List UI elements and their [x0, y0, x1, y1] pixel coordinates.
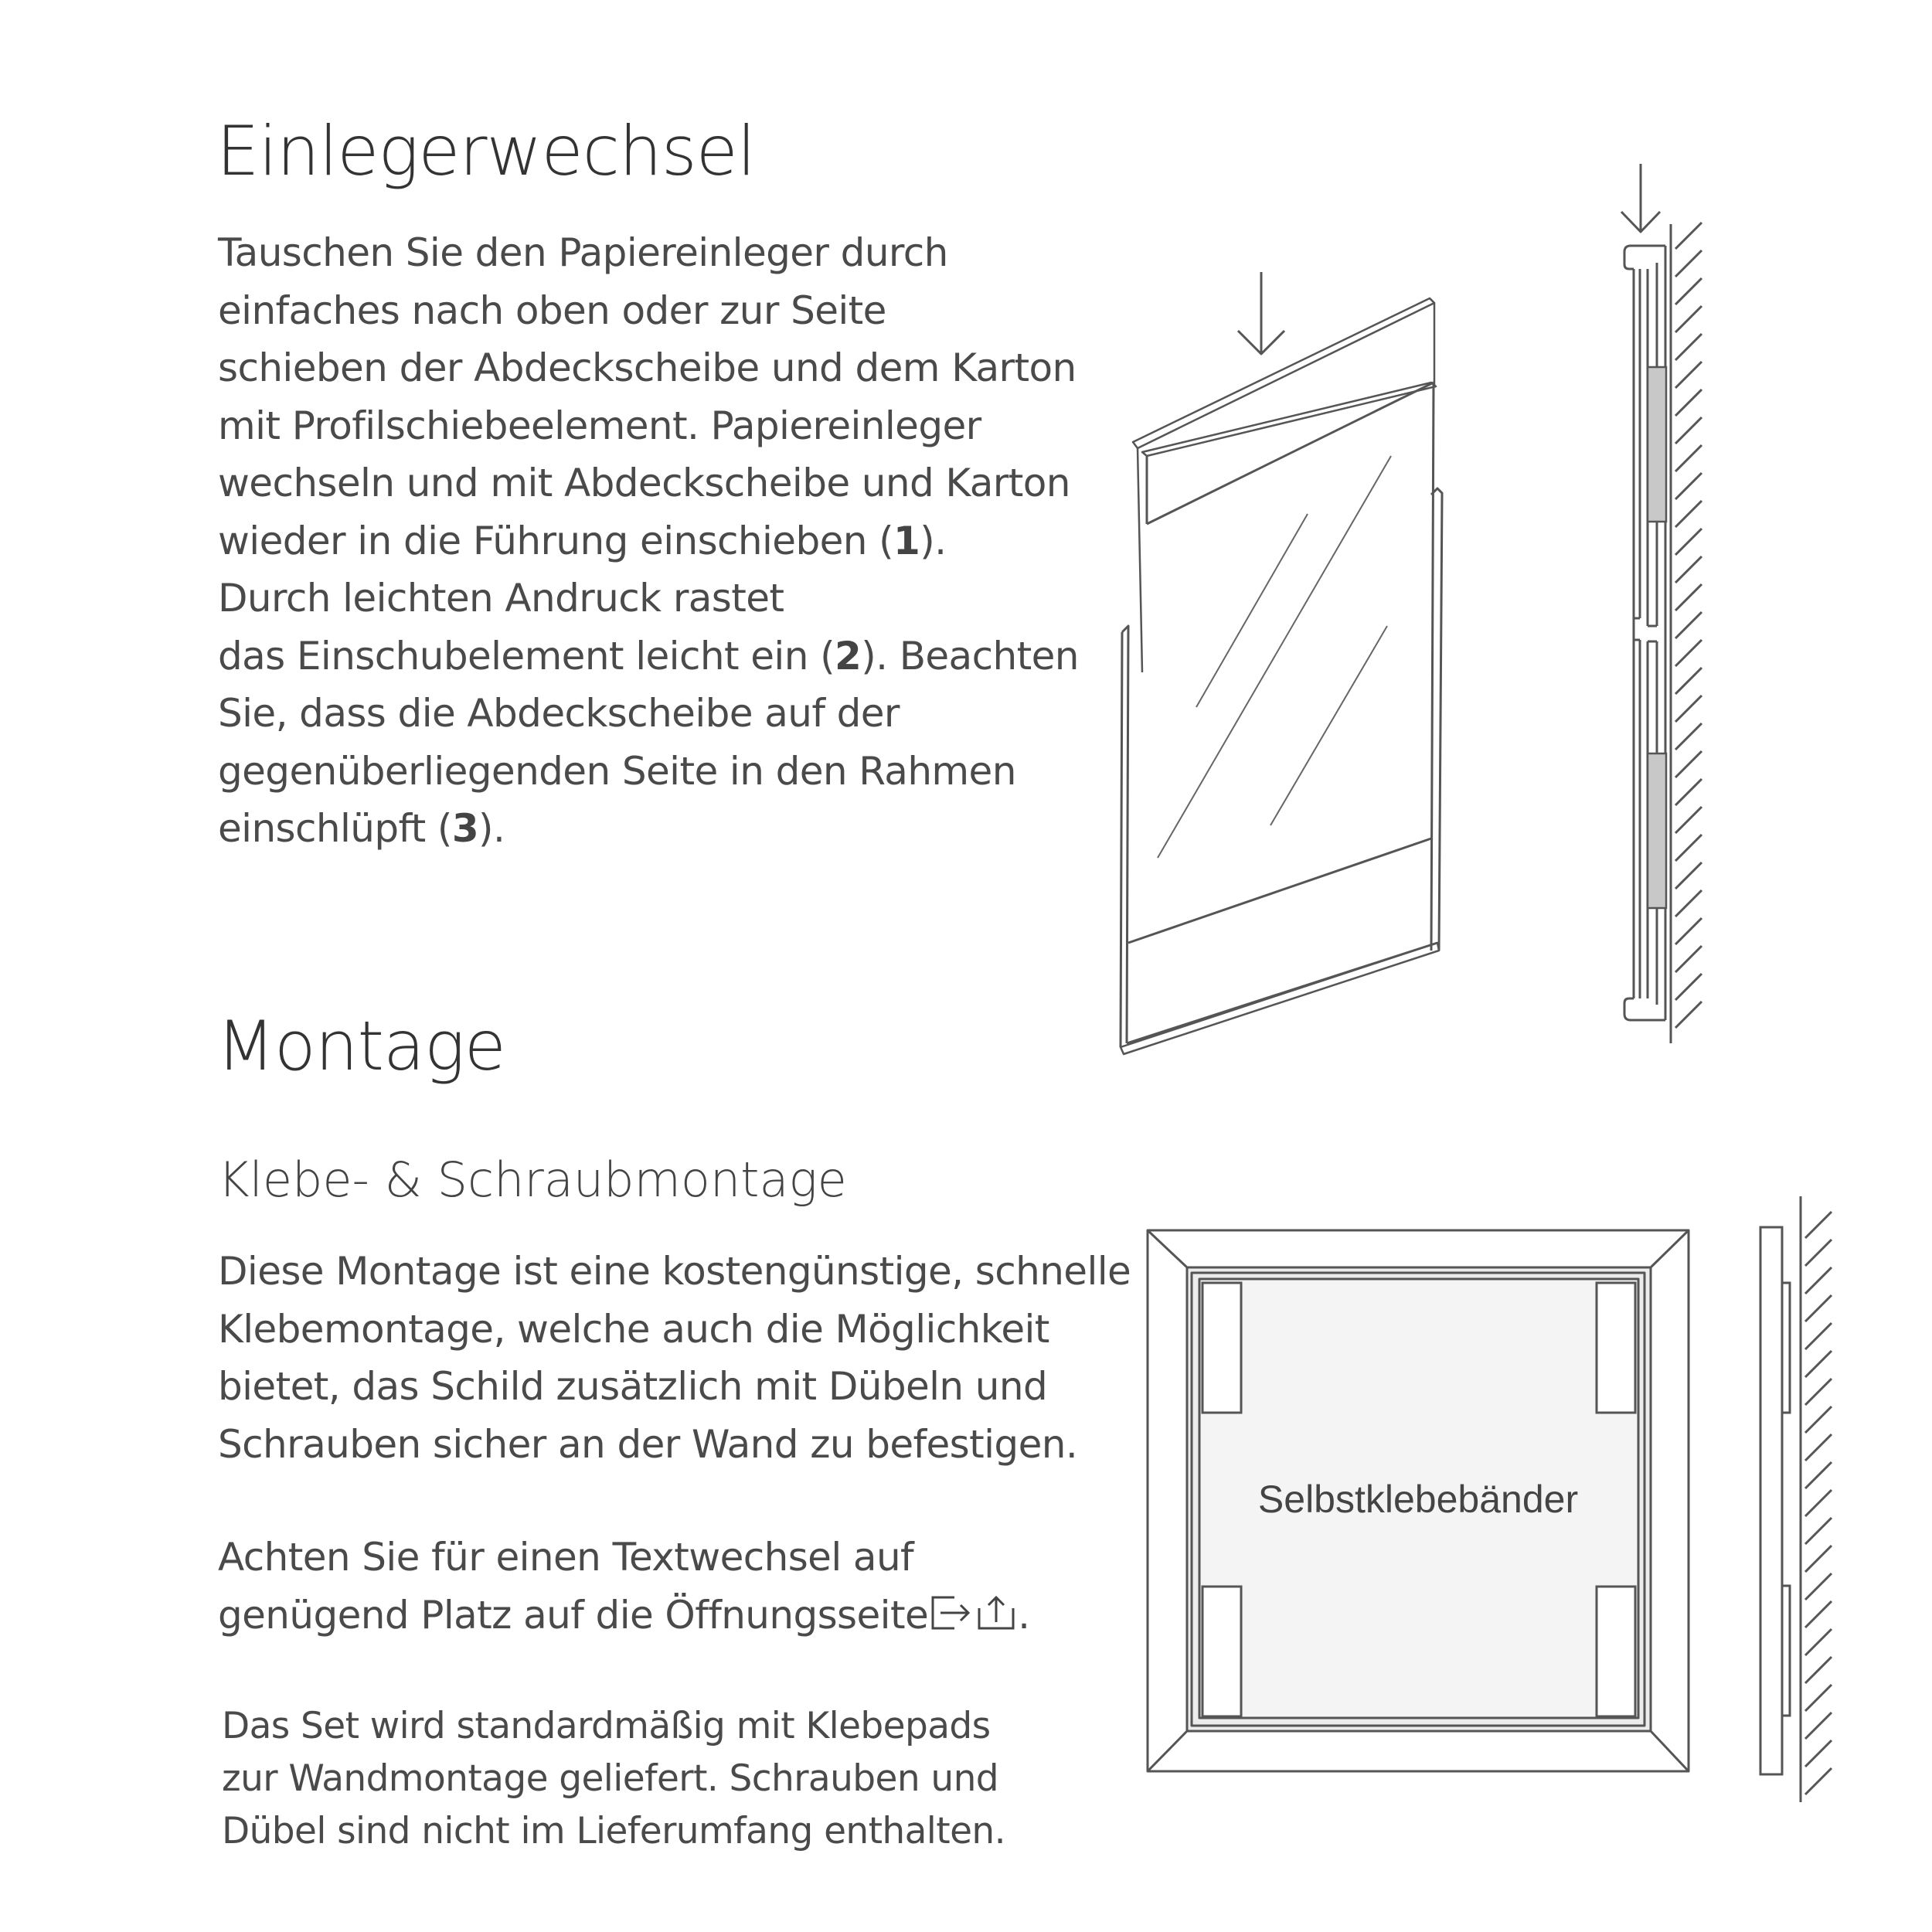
- section-subtitle: Klebe- & Schraubmontage: [218, 1151, 847, 1208]
- hatch-line: [1805, 1768, 1832, 1794]
- paragraph-line: Schrauben sicher an der Wand zu befestigen.: [218, 1421, 1078, 1467]
- hatch-line: [1805, 1490, 1832, 1516]
- arrow-down-icon: [1238, 272, 1284, 354]
- paragraph-line: Diese Montage ist eine kostengünstige, schnelle: [218, 1249, 1131, 1294]
- paragraph-line: bietet, das Schild zusätzlich mit Dübeln und: [218, 1364, 1048, 1409]
- delivery-note: [222, 1700, 1005, 1858]
- hatch-line: [1805, 1462, 1832, 1488]
- adhesive-tape-label: Selbstklebebänder: [1257, 1478, 1579, 1521]
- paragraph-line: das Einschubelement leicht ein (2). Beachten: [218, 633, 1079, 679]
- paragraph-line: einschlüpft (3).: [218, 806, 505, 851]
- paragraph-line: gegenüberliegenden Seite in den Rahmen: [218, 748, 1016, 794]
- hatch-line: [1675, 529, 1702, 555]
- hatch-line: [1675, 501, 1702, 527]
- arrow-right-out-icon: [928, 1593, 975, 1633]
- hatch-line: [1675, 612, 1702, 638]
- hatch-line: [1675, 918, 1702, 944]
- hatch-line: [1675, 389, 1702, 416]
- hatch-line: [1675, 584, 1702, 611]
- hatch-line: [1805, 1629, 1832, 1655]
- einlegerwechsel-paragraph: [218, 224, 1079, 858]
- paragraph-line: Sie, dass die Abdeckscheibe auf der: [218, 691, 900, 736]
- hatch-line: [1805, 1379, 1832, 1405]
- hatch-line: [1805, 1295, 1832, 1321]
- hatch-line: [1675, 668, 1702, 694]
- hatch-line: [1675, 723, 1702, 750]
- hatch-line: [1675, 556, 1702, 583]
- paragraph-line: schieben der Abdeckscheibe und dem Karton: [218, 345, 1077, 390]
- paragraph-line: wechseln und mit Abdeckscheibe und Karton: [218, 461, 1070, 505]
- hatch-line: [1675, 445, 1702, 471]
- side-profile-illustration: [1600, 155, 1793, 1051]
- paragraph-line: wieder in die Führung einschieben (1).: [218, 518, 947, 563]
- hatch-line: [1805, 1323, 1832, 1349]
- hatch-line: [1675, 890, 1702, 917]
- hatch-line: [1675, 278, 1702, 304]
- adhesive-strip: [1597, 1587, 1635, 1716]
- hatch-line: [1675, 946, 1702, 972]
- hatch-line: [1805, 1657, 1832, 1683]
- arrow-up-out-icon: [975, 1593, 1018, 1633]
- section-title-einlegerwechsel: Einlegerwechsel: [216, 111, 756, 191]
- wall-hatching: [1805, 1212, 1832, 1794]
- step-number: 3: [451, 806, 479, 851]
- hatch-line: [1805, 1685, 1832, 1711]
- hatch-line: [1805, 1518, 1832, 1544]
- hatch-line: [1805, 1740, 1832, 1767]
- arrow-down-icon: [1621, 164, 1660, 232]
- paragraph-line: Durch leichten Andruck rastet: [218, 576, 784, 621]
- hatch-line: [1805, 1267, 1832, 1294]
- paragraph-line: einfaches nach oben oder zur Seite: [218, 287, 886, 333]
- hatch-line: [1805, 1351, 1832, 1377]
- paragraph-line: Dübel sind nicht im Lieferumfang enthalten.: [222, 1810, 1005, 1852]
- hatch-line: [1675, 306, 1702, 332]
- insert-change-illustration: [1105, 263, 1461, 1066]
- hatch-line: [1675, 862, 1702, 889]
- hatch-line: [1675, 473, 1702, 499]
- hatch-line: [1805, 1713, 1832, 1739]
- section-title-montage: Montage: [216, 1006, 505, 1086]
- step-number: 2: [835, 633, 862, 679]
- paragraph-line: Klebemontage, welche auch die Möglichkeit: [218, 1306, 1049, 1352]
- paragraph-line: mit Profilschiebeelement. Papiereinleger: [218, 403, 981, 448]
- glass-reflections: [1158, 456, 1391, 858]
- hatch-line: [1805, 1434, 1832, 1461]
- wall-hatching: [1675, 223, 1702, 1028]
- hatch-line: [1675, 835, 1702, 861]
- hatch-line: [1675, 362, 1702, 388]
- adhesive-pad: [1648, 367, 1666, 522]
- hatch-line: [1675, 250, 1702, 277]
- hatch-line: [1675, 640, 1702, 666]
- hatch-line: [1805, 1546, 1832, 1572]
- paragraph-line: Das Set wird standardmäßig mit Klebepads: [222, 1705, 991, 1747]
- hatch-line: [1675, 751, 1702, 777]
- hatch-line: [1805, 1406, 1832, 1433]
- paragraph-line: Achten Sie für einen Textwechsel auf: [218, 1535, 914, 1580]
- hatch-line: [1675, 1002, 1702, 1028]
- hatch-line: [1675, 779, 1702, 805]
- wall-mount-profile-illustration: [1747, 1190, 1839, 1808]
- adhesive-strip: [1202, 1587, 1241, 1716]
- paragraph-line: Tauschen Sie den Papiereinleger durch: [218, 230, 948, 275]
- frame-back-illustration: [1144, 1225, 1700, 1781]
- hatch-line: [1805, 1601, 1832, 1628]
- hatch-line: [1675, 417, 1702, 444]
- hatch-line: [1675, 807, 1702, 833]
- step-number: 1: [893, 518, 920, 563]
- hatch-line: [1675, 223, 1702, 249]
- paragraph-line: zur Wandmontage geliefert. Schrauben und: [222, 1757, 998, 1800]
- montage-paragraph: [218, 1243, 1131, 1473]
- adhesive-pad: [1648, 753, 1666, 908]
- text-change-note: [218, 1529, 1029, 1644]
- hatch-line: [1675, 974, 1702, 1000]
- hatch-line: [1675, 696, 1702, 722]
- adhesive-strip: [1597, 1283, 1635, 1413]
- hatch-line: [1805, 1240, 1832, 1266]
- hatch-line: [1675, 334, 1702, 360]
- hatch-line: [1805, 1212, 1832, 1238]
- adhesive-strip: [1202, 1283, 1241, 1413]
- hatch-line: [1805, 1573, 1832, 1600]
- paragraph-line: genügend Platz auf die Öffnungsseite .: [218, 1592, 1030, 1638]
